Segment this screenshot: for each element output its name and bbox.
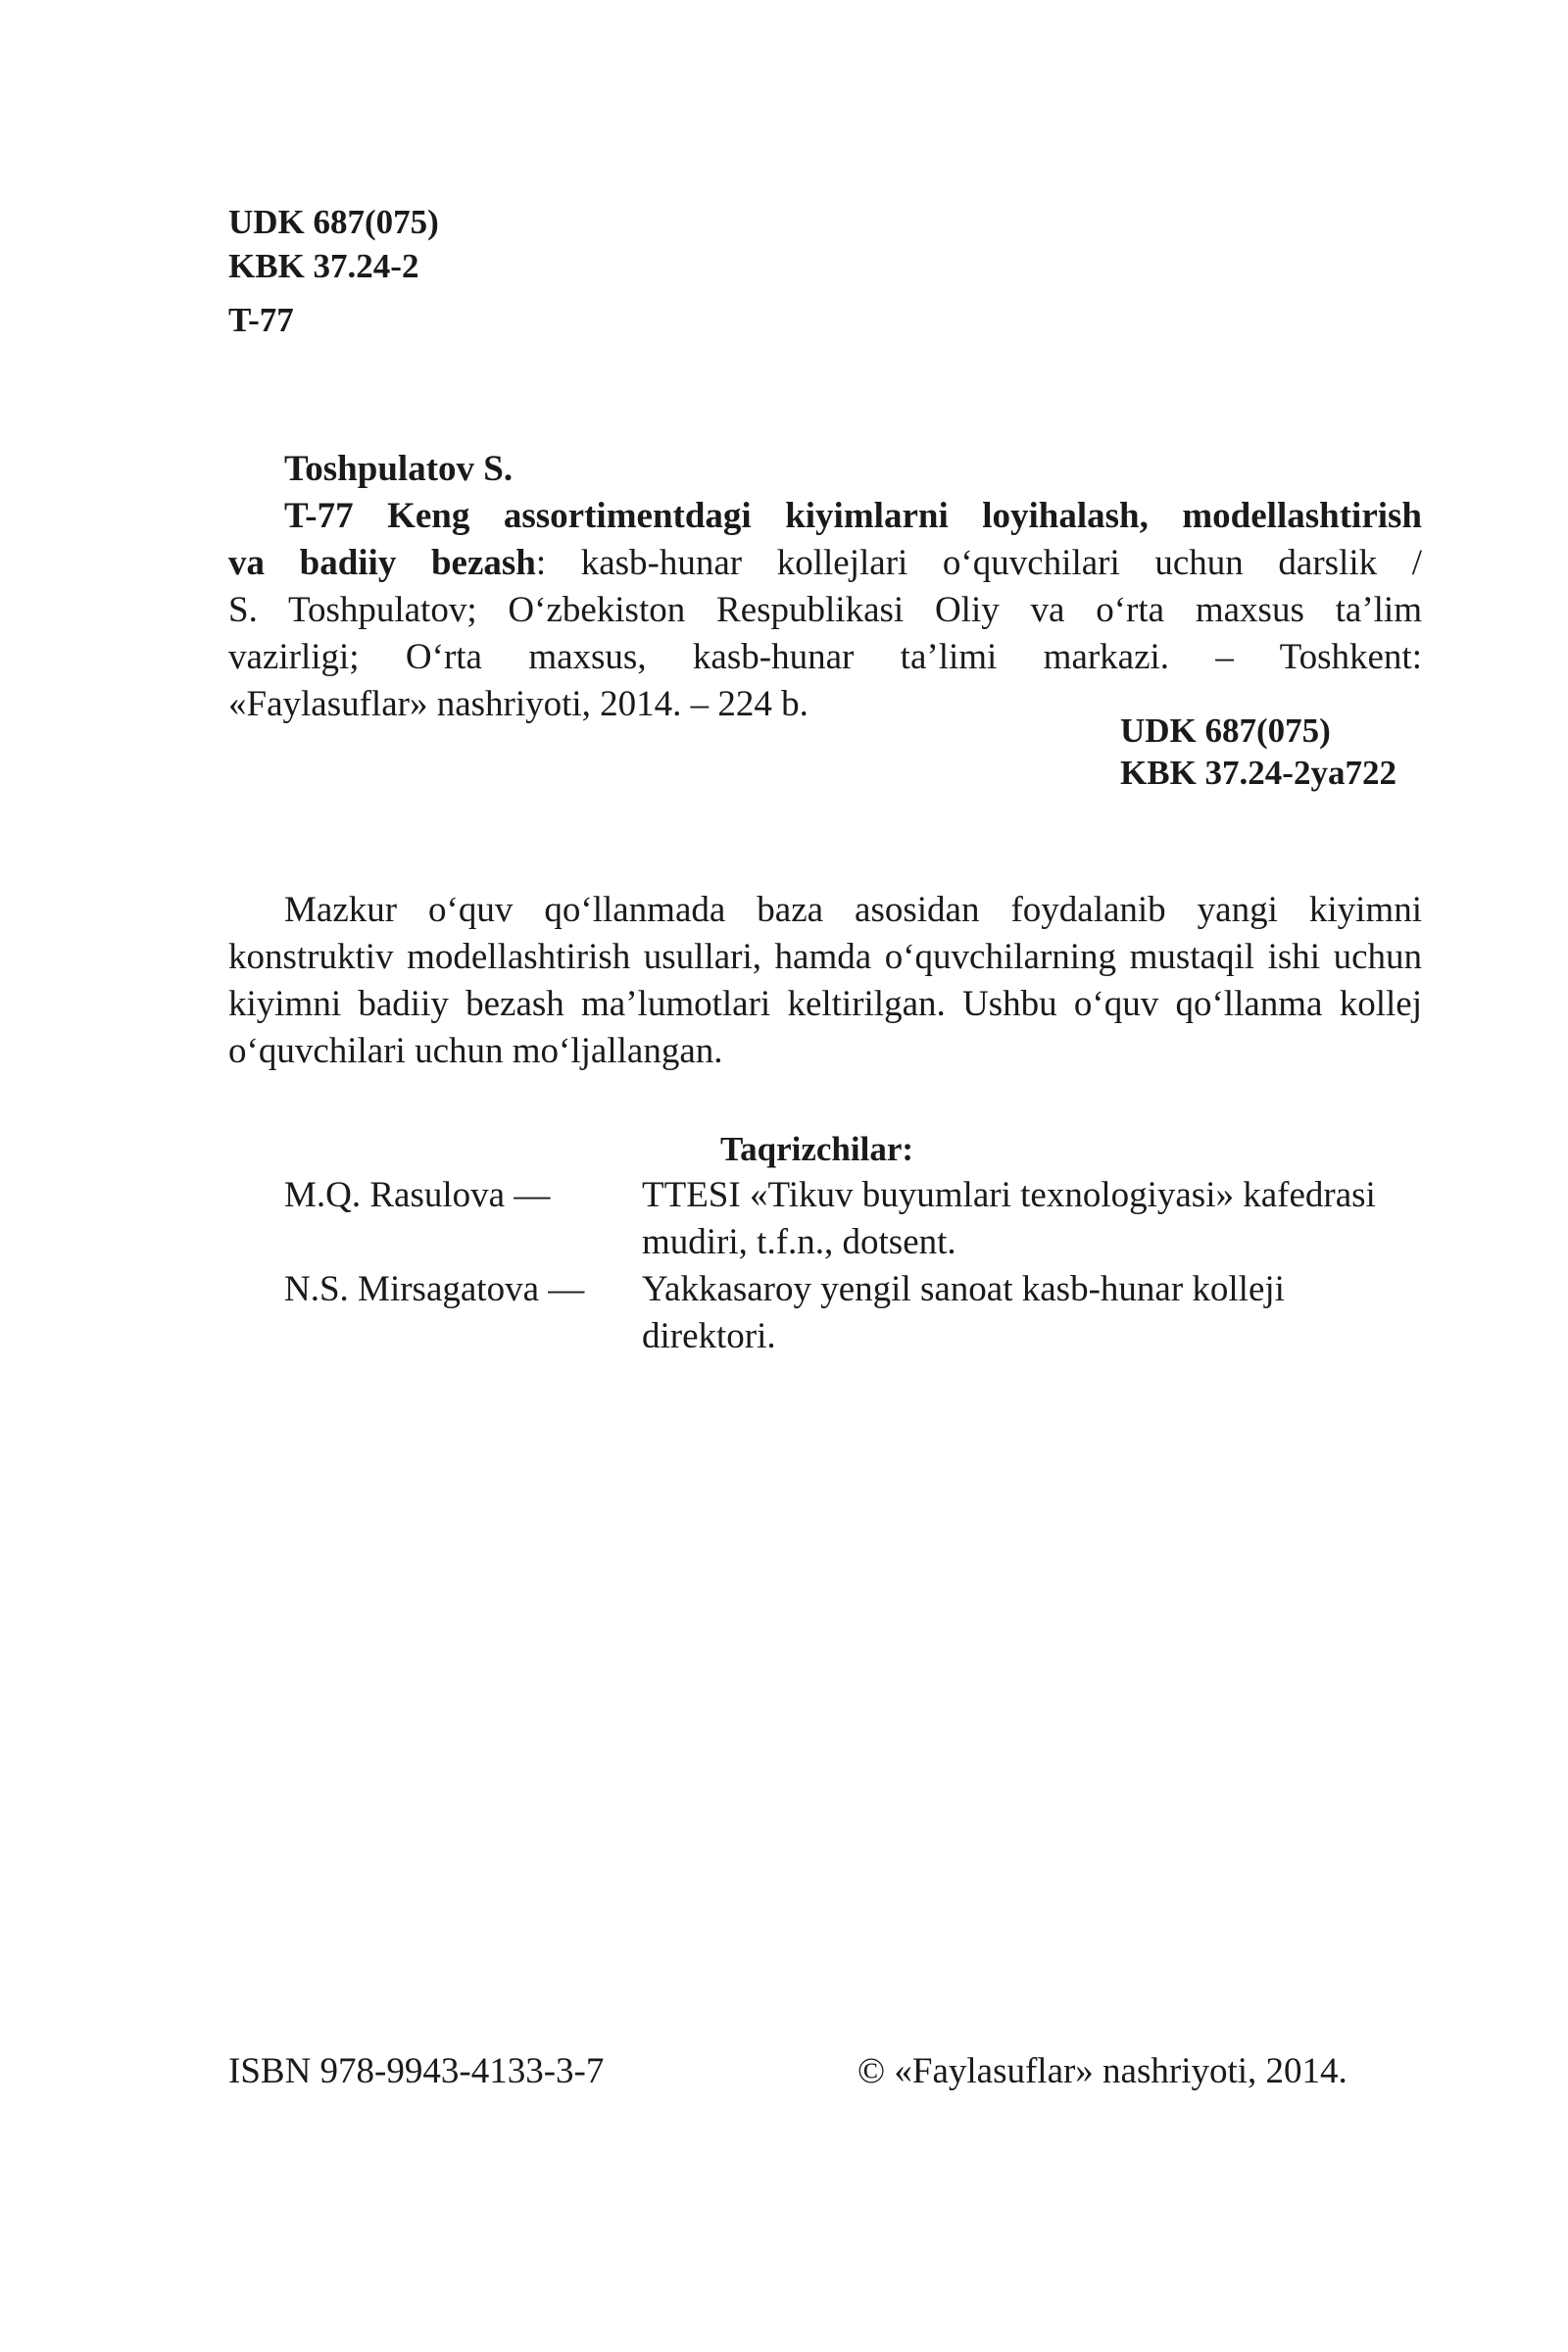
record-title-line — [228, 493, 1422, 540]
record-title-cont: va badiiy bezash — [228, 543, 536, 583]
record-line-3: S. Toshpulatov; O‘zbekiston Respublikasi Oliy va o‘rta maxsus ta’lim — [228, 590, 1422, 630]
record-author: Toshpulatov S. — [284, 449, 514, 489]
record-line-5: «Faylasuflar» nashriyoti, 2014. – 224 b. — [228, 684, 808, 724]
annotation-text: Mazkur o‘quv qo‘llanmada baza asosidan foydalanib yangi kiyimni konstruktiv modellashtirish usullari, hamda o‘quvchilarning mustaqil ishi uchun kiyimni badiiy bezash ma’lumotlari keltirilgan. Ushbu o‘quv qo‘llanma kollej o‘quvchilari uchun mo‘ljallangan. — [228, 890, 1422, 1071]
author-code: T-77 — [228, 301, 294, 339]
udk-code: UDK 687(075) — [228, 203, 439, 241]
reviewer-description: TTESI «Tikuv buyumlari texnologiyasi» kafedrasi mudiri, t.f.n., dotsent. — [642, 1175, 1376, 1262]
reviewers-title: Taqrizchilar: — [720, 1130, 914, 1168]
copyright: © «Faylasuflar» nashriyoti, 2014. — [858, 2051, 1348, 2091]
record-line-4: vazirligi; O‘rta maxsus, kasb-hunar ta’limi markazi. – Toshkent: — [228, 637, 1422, 677]
record-line-2 — [228, 540, 1422, 587]
annotation — [228, 887, 1422, 1075]
record-bbk: KBK 37.24-2ya722 — [1120, 754, 1396, 792]
bibliographic-record — [228, 446, 1422, 728]
record-title: Keng assortimentdagi kiyimlarni loyihalash, modellashtirish — [387, 496, 1422, 536]
record-udk: UDK 687(075) — [1120, 711, 1331, 750]
reviewer-name: N.S. Mirsagatova — — [284, 1269, 585, 1309]
isbn: ISBN 978-9943-4133-3-7 — [228, 2051, 605, 2091]
reviewer-description: Yakkasaroy yengil sanoat kasb-hunar kolleji direktori. — [642, 1269, 1285, 1356]
reviewer-name: M.Q. Rasulova — — [284, 1175, 551, 1215]
record-code: T-77 — [284, 496, 354, 536]
record-description: : kasb-hunar kollejlari o‘quvchilari uchun darslik / — [535, 543, 1422, 583]
bbk-code: KBK 37.24-2 — [228, 247, 419, 285]
